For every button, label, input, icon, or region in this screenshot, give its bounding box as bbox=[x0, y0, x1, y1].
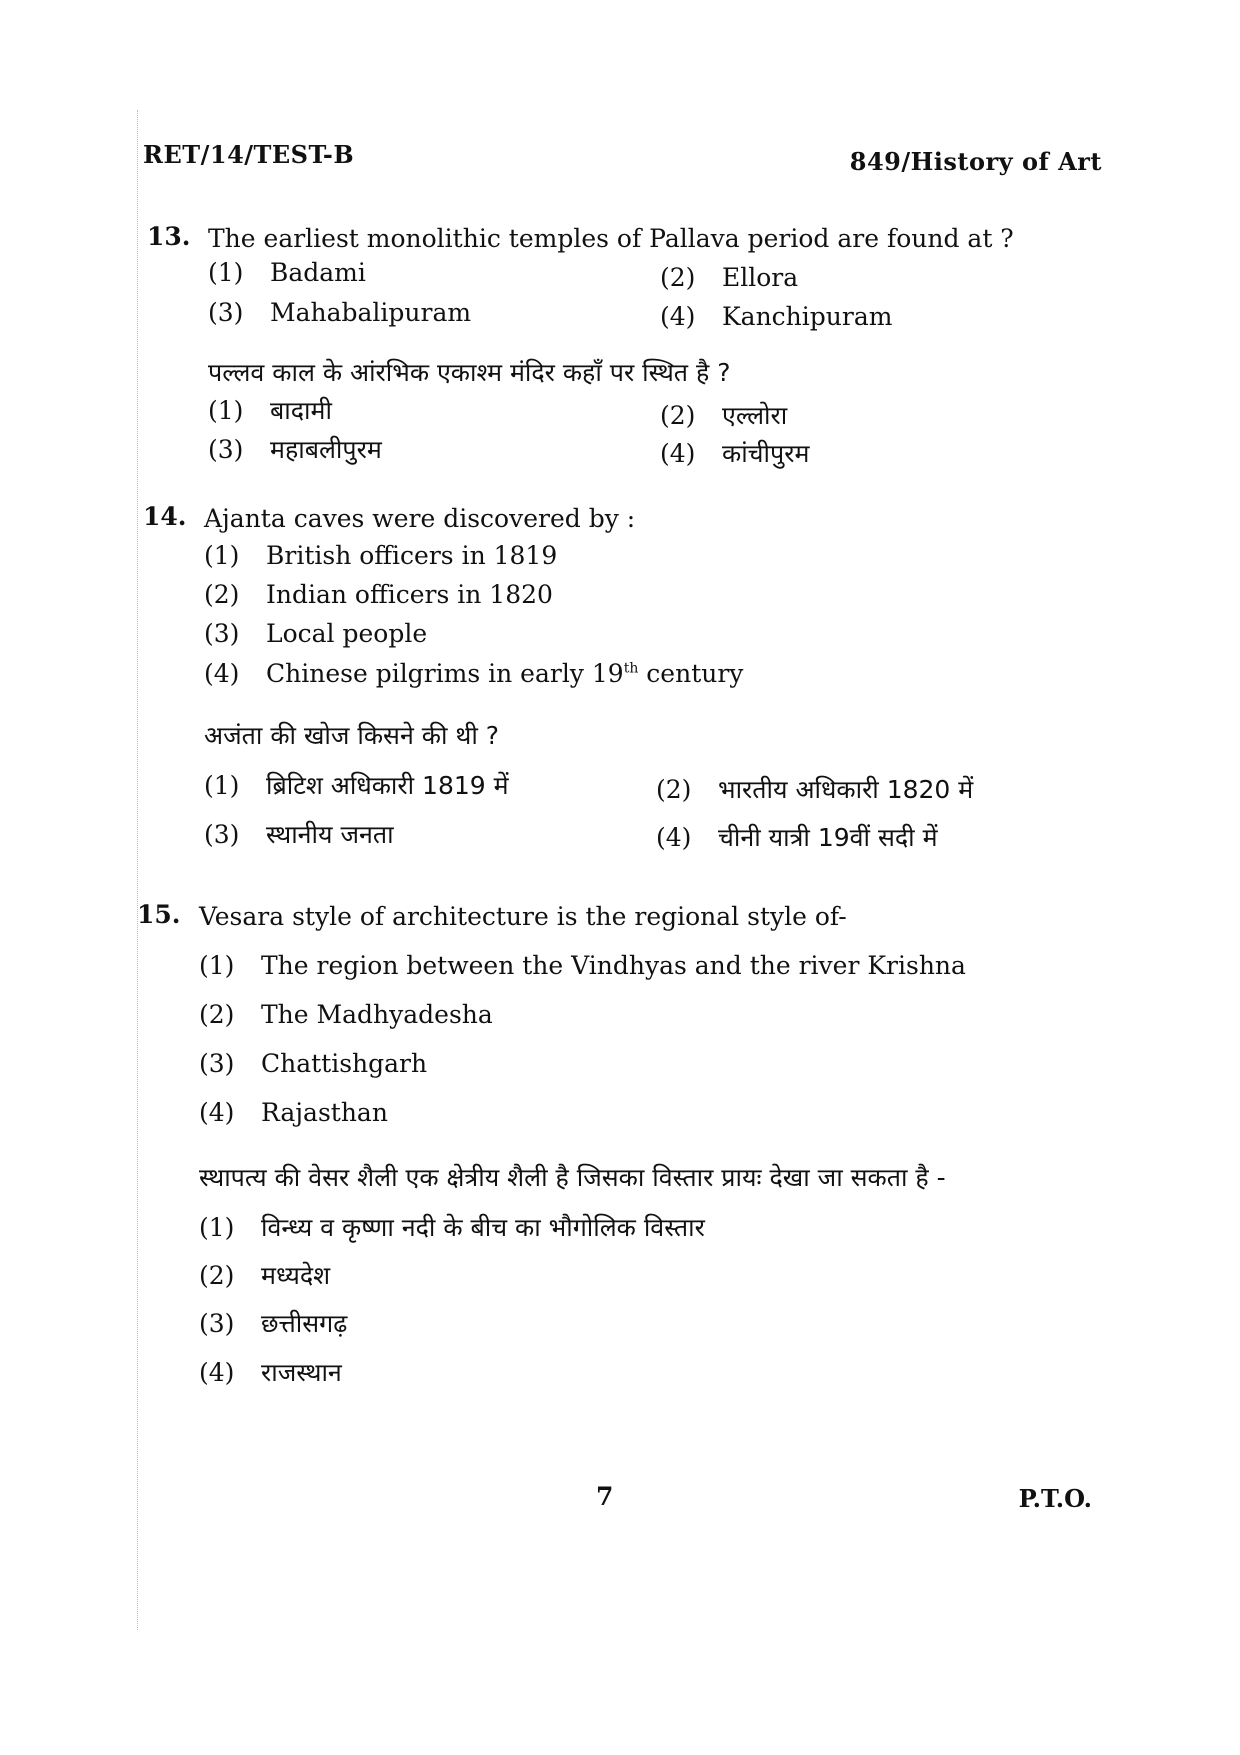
option-hi: (3) छत्तीसगढ़ bbox=[199, 1309, 348, 1338]
option-en: (2) Indian officers in 1820 bbox=[204, 580, 553, 609]
option-en: (3) Chattishgarh bbox=[199, 1049, 428, 1078]
option-hi: (4) चीनी यात्री 19वीं सदी में bbox=[656, 823, 938, 852]
question-text-en: Vesara style of architecture is the regional style of- bbox=[199, 902, 847, 931]
please-turn-over: P.T.O. bbox=[1018, 1484, 1092, 1513]
option-hi: (4) कांचीपुरम bbox=[660, 439, 810, 468]
question-text-hi: अजंता की खोज किसने की थी ? bbox=[204, 721, 500, 750]
subject-title: 849/History of Art bbox=[849, 147, 1102, 176]
page-number: 7 bbox=[596, 1482, 614, 1511]
question-text-hi: स्थापत्य की वेसर शैली एक क्षेत्रीय शैली है जिसका विस्तार प्रायः देखा जा सकता है - bbox=[199, 1163, 946, 1192]
option-en: (3) Local people bbox=[204, 619, 428, 648]
question-text-en: Ajanta caves were discovered by : bbox=[204, 504, 636, 533]
option-hi: (2) भारतीय अधिकारी 1820 में bbox=[656, 775, 974, 804]
option-en: (1) Badami bbox=[208, 258, 366, 287]
paper-code: RET/14/TEST-B bbox=[143, 140, 355, 169]
option-en: (4) Chinese pilgrims in early 19th century bbox=[204, 659, 744, 688]
margin-dotted-line bbox=[137, 110, 138, 1630]
option-hi: (2) एल्लोरा bbox=[660, 401, 788, 430]
question-text-hi: पल्लव काल के आंरभिक एकाश्म मंदिर कहाँ पर स्थित है ? bbox=[208, 358, 731, 387]
question-number: 14. bbox=[143, 502, 187, 531]
option-hi: (1) ब्रिटिश अधिकारी 1819 में bbox=[204, 771, 509, 800]
question-number: 13. bbox=[147, 222, 191, 251]
option-en: (2) Ellora bbox=[660, 263, 799, 292]
option-hi: (1) बादामी bbox=[208, 396, 332, 425]
option-en: (1) The region between the Vindhyas and the river Krishna bbox=[199, 951, 966, 980]
option-en: (3) Mahabalipuram bbox=[208, 298, 472, 327]
option-en: (1) British officers in 1819 bbox=[204, 541, 558, 570]
option-hi: (3) स्थानीय जनता bbox=[204, 820, 394, 849]
option-hi: (4) राजस्थान bbox=[199, 1358, 342, 1387]
option-en: (2) The Madhyadesha bbox=[199, 1000, 493, 1029]
option-en: (4) Kanchipuram bbox=[660, 302, 893, 331]
option-hi: (3) महाबलीपुरम bbox=[208, 435, 382, 464]
option-en: (4) Rajasthan bbox=[199, 1098, 388, 1127]
question-text-en: The earliest monolithic temples of Pallava period are found at ? bbox=[208, 224, 1014, 253]
question-number: 15. bbox=[137, 900, 181, 929]
option-hi: (2) मध्यदेश bbox=[199, 1261, 331, 1290]
option-hi: (1) विन्ध्य व कृष्णा नदी के बीच का भौगोलिक विस्तार bbox=[199, 1213, 705, 1242]
